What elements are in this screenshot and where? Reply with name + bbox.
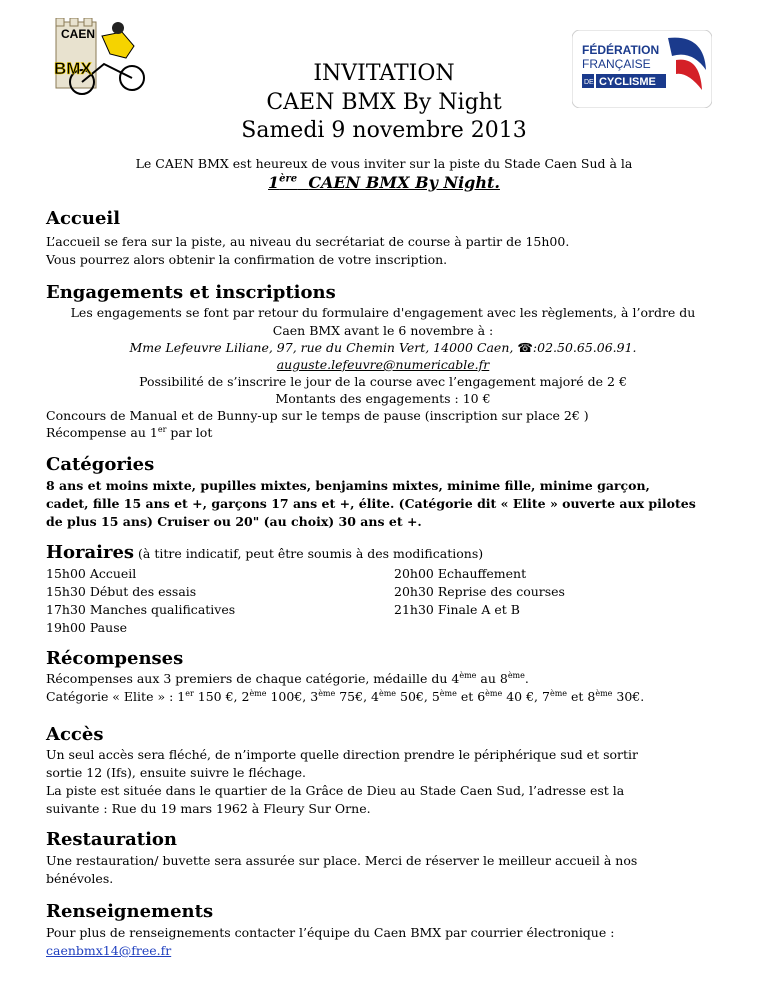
recompenses-line-1: Récompenses aux 3 premiers de chaque catégorie, médaille du 4ème au 8ème.	[46, 670, 529, 686]
horaire-right-3: 21h30 Finale A et B	[394, 602, 520, 617]
horaire-left-1: 15h00 Accueil	[46, 566, 137, 581]
acces-line-2: sortie 12 (Ifs), ensuite suivre le fléchage.	[46, 765, 307, 780]
categories-line-3: de plus 15 ans) Cruiser ou 20" (au choix) 30 ans et +.	[46, 514, 422, 529]
engagements-line-2: Caen BMX avant le 6 novembre à :	[272, 323, 494, 338]
heading-renseignements: Renseignements	[46, 901, 214, 922]
horaires-note: (à titre indicatif, peut être soumis à des modifications)	[134, 546, 484, 561]
heading-engagements: Engagements et inscriptions	[46, 282, 336, 303]
renseignements-line-1: Pour plus de renseignements contacter l’équipe du Caen BMX par courrier électronique :	[46, 925, 615, 940]
heading-acces: Accès	[46, 724, 104, 745]
engagements-line-1: Les engagements se font par retour du formulaire d'engagement avec les règlements, à l’ordre du	[70, 305, 696, 320]
title-line-3: Samedi 9 novembre 2013	[241, 118, 527, 143]
acces-line-4: suivante : Rue du 19 mars 1962 à Fleury Sur Orne.	[46, 801, 371, 816]
horaire-right-1: 20h00 Echauffement	[394, 566, 527, 581]
ffc-line1: FÉDÉRATION	[582, 43, 660, 57]
categories-line-1: 8 ans et moins mixte, pupilles mixtes, benjamins mixtes, minime fille, minime garçon,	[46, 478, 650, 493]
engagements-email-line	[38, 356, 728, 374]
ffc-de: DE	[584, 79, 594, 86]
engagements-address: Mme Lefeuvre Liliane, 97, rue du Chemin Vert, 14000 Caen, ☎:02.50.65.06.91.	[129, 340, 637, 355]
heading-recompenses: Récompenses	[46, 648, 184, 669]
restauration-line-2: bénévoles.	[46, 871, 114, 886]
caen-text: CAEN	[61, 27, 96, 41]
heading-categories: Catégories	[46, 454, 155, 475]
heading-restauration: Restauration	[46, 829, 178, 850]
heading-accueil: Accueil	[46, 208, 121, 229]
acces-line-3: La piste est située dans le quartier de la Grâce de Dieu au Stade Caen Sud, l’adresse est la	[46, 783, 625, 798]
phone-icon: ☎	[517, 340, 533, 355]
ffc-line2: FRANÇAISE	[582, 57, 651, 71]
engagements-line-5: Possibilité de s’inscrire le jour de la course avec l’engagement majoré de 2 €	[139, 374, 627, 389]
acces-line-1: Un seul accès sera fléché, de n’importe quelle direction prendre le périphérique sud et sortir	[46, 747, 638, 762]
categories-line-2: cadet, fille 15 ans et +, garçons 17 ans et +, élite. (Catégorie dit « Elite » ouverte aux pilotes	[46, 496, 696, 511]
accueil-line-1: L’accueil se fera sur la piste, au niveau du secrétariat de course à partir de 15h00.	[46, 234, 570, 249]
engagements-line-6: Montants des engagements : 10 €	[275, 391, 491, 406]
title-line-1: INVITATION	[313, 61, 455, 86]
intro-text: Le CAEN BMX est heureux de vous inviter sur la piste du Stade Caen Sud à la	[135, 156, 633, 171]
horaire-left-3: 17h30 Manches qualificatives	[46, 602, 236, 617]
bmx-text: BMX	[54, 59, 92, 78]
engagements-email[interactable]: auguste.lefeuvre@numericable.fr	[276, 357, 490, 372]
engagements-line-7: Concours de Manual et de Bunny-up sur le temps de pause (inscription sur place 2€ )	[46, 408, 589, 423]
renseignements-email[interactable]: caenbmx14@free.fr	[46, 943, 172, 958]
accueil-line-2: Vous pourrez alors obtenir la confirmation de votre inscription.	[46, 252, 448, 267]
horaire-left-2: 15h30 Début des essais	[46, 584, 197, 599]
horaire-left-4: 19h00 Pause	[46, 620, 127, 635]
recompenses-line-2: Catégorie « Elite » : 1er 150 €, 2ème 100€, 3ème 75€, 4ème 50€, 5ème et 6ème 40 €, 7ème et 8ème 30€.	[46, 688, 645, 704]
event-title: 1ère CAEN BMX By Night.	[268, 173, 500, 192]
heading-horaires: Horaires (à titre indicatif, peut être soumis à des modifications)	[46, 542, 484, 563]
ffc-line3: CYCLISME	[599, 76, 656, 88]
title-line-2: CAEN BMX By Night	[266, 90, 502, 115]
restauration-line-1: Une restauration/ buvette sera assurée sur place. Merci de réserver le meilleur accueil à nos	[46, 853, 638, 868]
engagements-line-8: Récompense au 1er par lot	[46, 424, 213, 440]
horaire-right-2: 20h30 Reprise des courses	[394, 584, 565, 599]
